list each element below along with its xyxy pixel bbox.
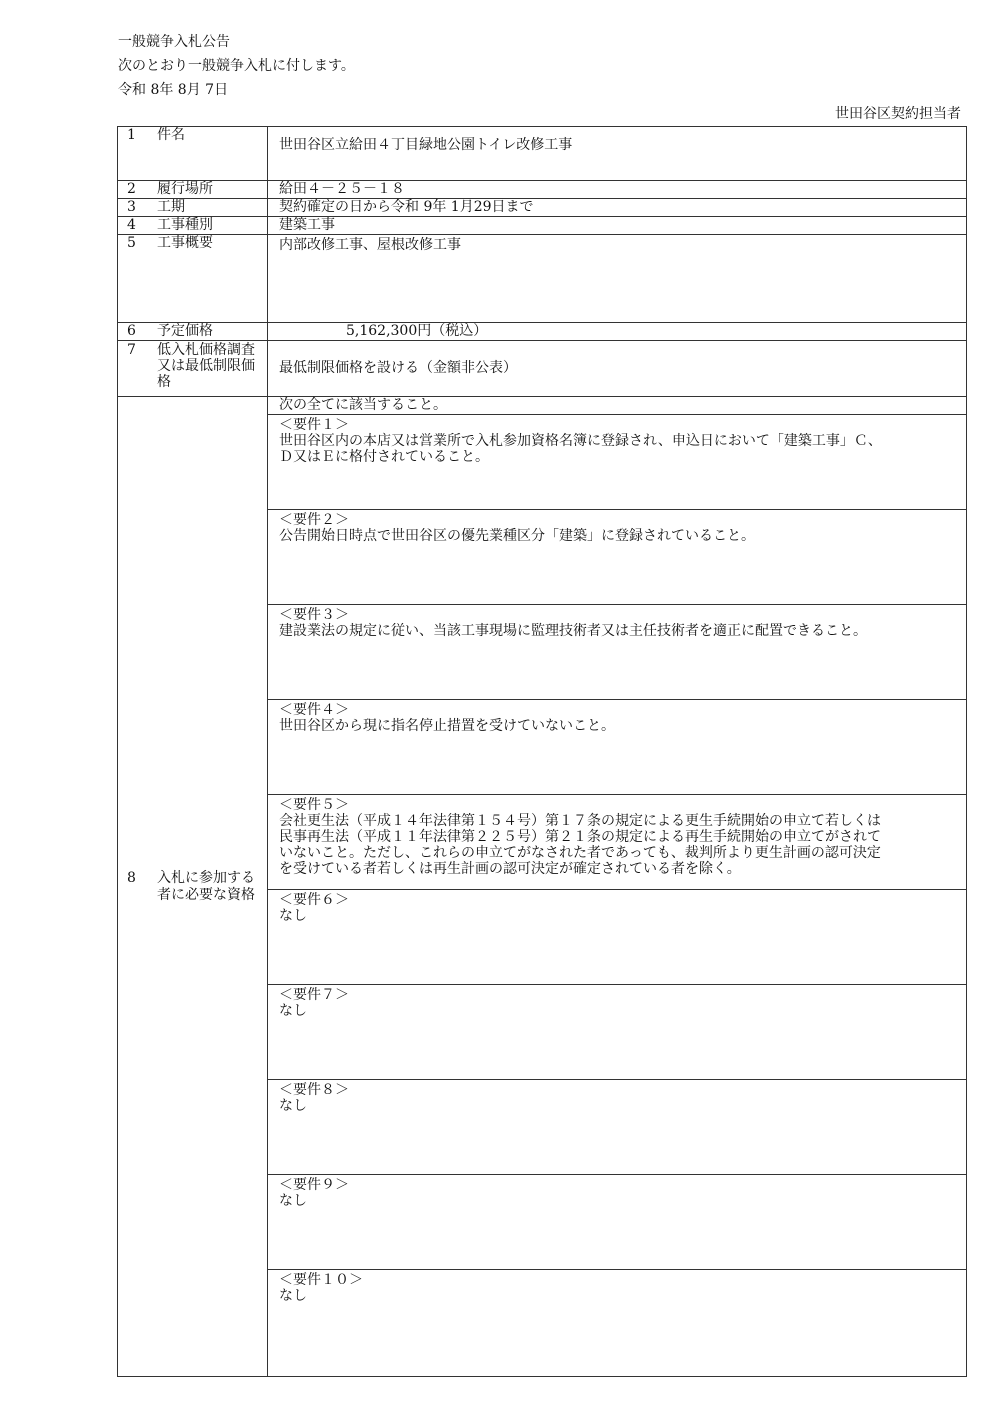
row-period xyxy=(118,199,967,217)
row-number: 5 xyxy=(127,235,136,251)
row-label: 工事概要 xyxy=(157,235,213,251)
row-value: 世田谷区立給田４丁目緑地公園トイレ改修工事 xyxy=(279,137,573,153)
requirement-item xyxy=(268,510,966,605)
requirement-title: ＜要件３＞ xyxy=(279,607,349,623)
row-label: 入札に参加する者に必要な資格 xyxy=(157,870,255,903)
row-number: 6 xyxy=(127,323,136,339)
requirement-title: ＜要件７＞ xyxy=(279,987,349,1003)
row-value: 給田４－２５－１８ xyxy=(279,181,405,197)
row-work-summary xyxy=(118,235,967,323)
notice-title: 一般競争入札公告 xyxy=(118,34,230,50)
requirement-body: 会社更生法（平成１４年法律第１５４号）第１７条の規定による更生手続開始の申立て若しくは民事再生法（平成１１年法律第２２５号）第２１条の規定による再生手続開始の申立てがされていないこと。ただし、これらの申立てがなされた者であっても、裁判所より更生計画の認可決定を受けている者若しくは再生計画の認可決定が確定されている者を除く。 xyxy=(279,813,881,878)
requirement-body: なし xyxy=(279,1003,307,1020)
row-label: 予定価格 xyxy=(157,323,213,339)
notice-table xyxy=(117,126,967,1377)
row-number: 1 xyxy=(127,127,136,143)
requirement-body: なし xyxy=(279,908,307,925)
row-number: 3 xyxy=(127,199,136,215)
requirement-body: なし xyxy=(279,1098,307,1115)
notice-intro: 次のとおり一般競争入札に付します。 xyxy=(118,58,355,74)
row-number: 4 xyxy=(127,217,136,233)
row-label: 工事種別 xyxy=(157,217,213,233)
row-number: 2 xyxy=(127,181,136,197)
notice-header xyxy=(118,30,355,102)
row-number: 8 xyxy=(127,870,136,887)
row-number: 7 xyxy=(127,342,136,358)
row-label: 件名 xyxy=(157,127,185,143)
requirement-title: ＜要件１＞ xyxy=(279,417,349,433)
row-value: 5,162,300円（税込） xyxy=(346,323,488,339)
notice-date: 令和 8年 8月 7日 xyxy=(118,82,229,98)
requirement-title: ＜要件４＞ xyxy=(279,702,349,718)
requirement-body: 世田谷区から現に指名停止措置を受けていないこと。 xyxy=(279,718,615,735)
row-label: 低入札価格調査又は最低制限価格 xyxy=(157,342,255,391)
requirement-body: なし xyxy=(279,1193,307,1210)
requirement-item xyxy=(268,890,966,985)
requirement-item xyxy=(268,605,966,700)
requirement-title: ＜要件５＞ xyxy=(279,797,349,813)
row-minimum-price xyxy=(118,341,967,397)
row-label: 履行場所 xyxy=(157,181,213,197)
requirement-body: 建設業法の規定に従い、当該工事現場に監理技術者又は主任技術者を適正に配置できること。 xyxy=(279,623,867,640)
row-qualification xyxy=(118,397,967,1377)
requirement-title: ＜要件２＞ xyxy=(279,512,349,528)
row-location xyxy=(118,181,967,199)
row-label: 工期 xyxy=(157,199,185,215)
row-price xyxy=(118,323,967,341)
requirement-body: なし xyxy=(279,1288,307,1305)
requirements-list xyxy=(268,397,966,1368)
requirement-item xyxy=(268,795,966,890)
requirement-item xyxy=(268,1175,966,1270)
requirement-title: ＜要件９＞ xyxy=(279,1177,349,1193)
requirement-title: ＜要件１０＞ xyxy=(279,1272,363,1288)
row-value: 契約確定の日から令和 9年 1月29日まで xyxy=(279,199,534,215)
row-value: 内部改修工事、屋根改修工事 xyxy=(279,237,461,253)
requirement-title: ＜要件８＞ xyxy=(279,1082,349,1098)
requirement-item xyxy=(268,1270,966,1368)
issuer: 世田谷区契約担当者 xyxy=(835,106,961,122)
requirement-body: 世田谷区内の本店又は営業所で入札参加資格名簿に登録され、申込日において「建築工事」Ｃ、Ｄ又はＥに格付されていること。 xyxy=(279,433,882,466)
requirements-intro: 次の全てに該当すること。 xyxy=(268,397,966,415)
requirement-item xyxy=(268,415,966,510)
requirement-title: ＜要件６＞ xyxy=(279,892,349,908)
requirement-item xyxy=(268,1080,966,1175)
row-work-type xyxy=(118,217,967,235)
requirement-body: 公告開始日時点で世田谷区の優先業種区分「建築」に登録されていること。 xyxy=(279,528,755,545)
requirement-item xyxy=(268,985,966,1080)
requirement-item xyxy=(268,700,966,795)
row-value: 建築工事 xyxy=(279,217,335,233)
row-item-name xyxy=(118,127,967,181)
row-value: 最低制限価格を設ける（金額非公表） xyxy=(279,360,517,377)
